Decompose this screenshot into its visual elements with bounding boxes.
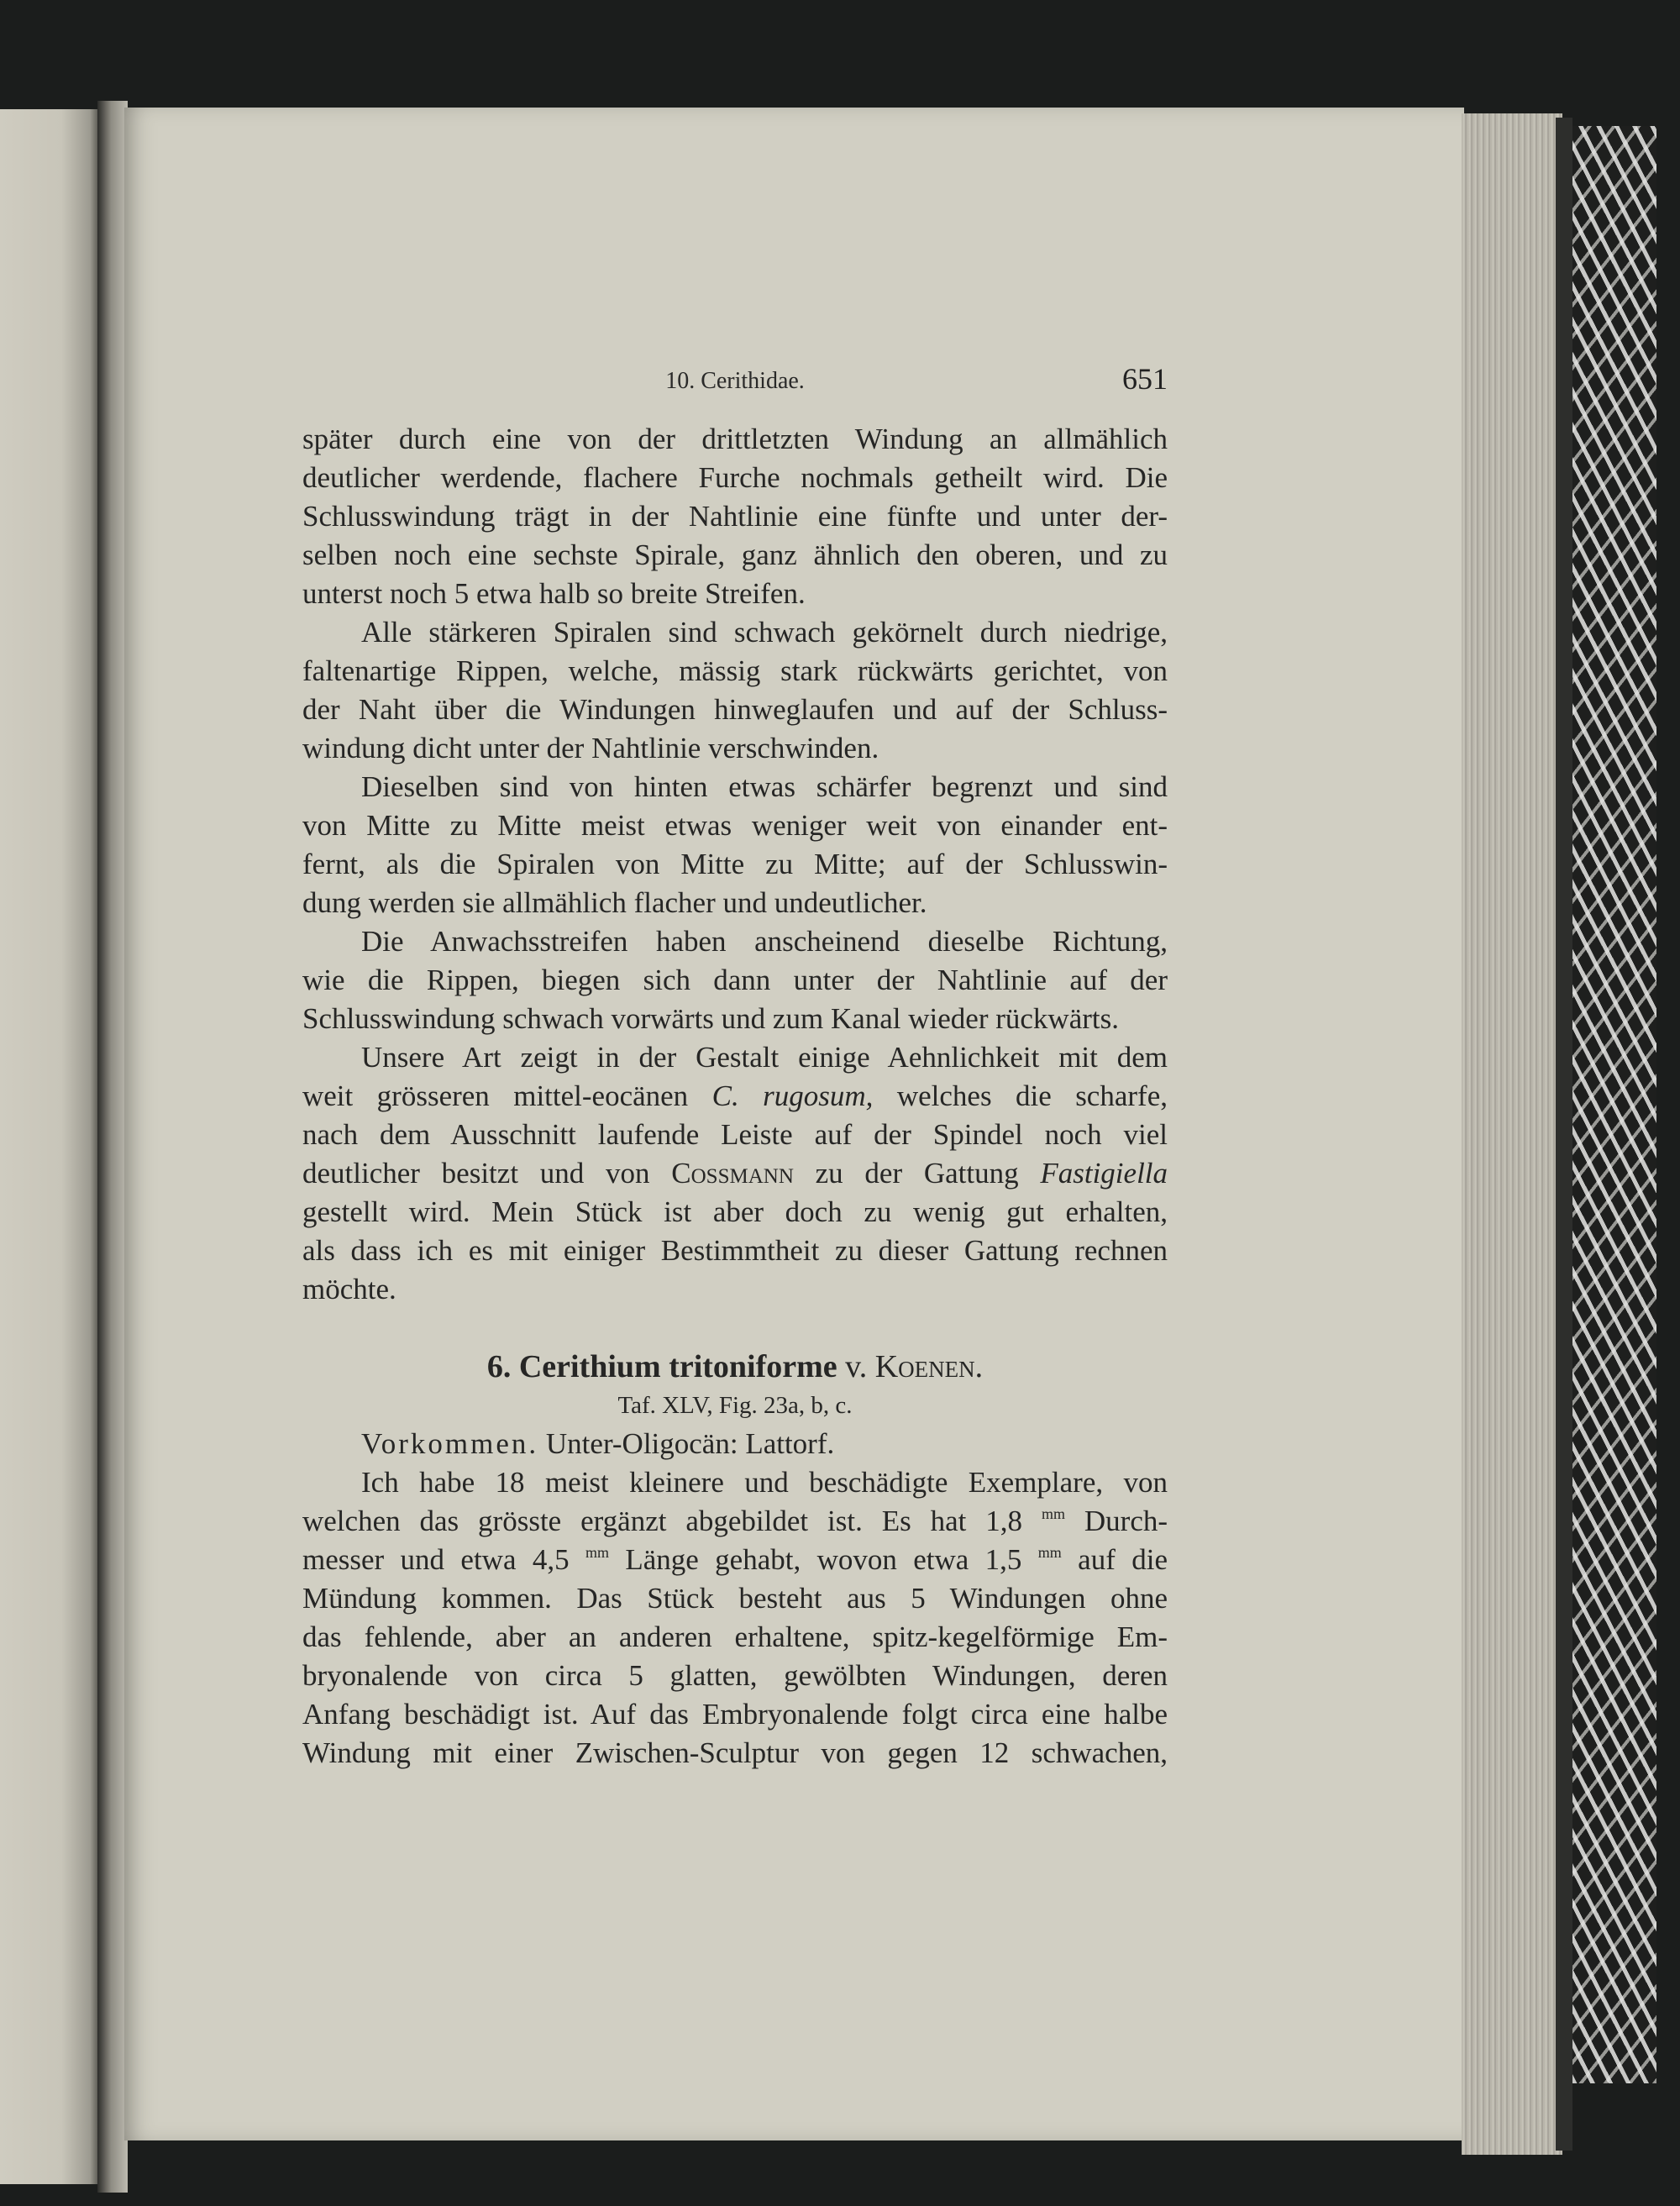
text-line: bryonalende von circa 5 glatten, gewölbten Windungen, deren <box>302 1659 1168 1692</box>
section-heading <box>302 1347 1168 1386</box>
text-line: gestellt wird. Mein Stück ist aber doch zu wenig gut erhalten, <box>302 1195 1168 1228</box>
genus-name: Fastigiella <box>1040 1157 1168 1190</box>
text-line <box>302 1502 1168 1541</box>
running-title: 10. Cerithidae. <box>665 368 805 394</box>
species-heading: Cerithium tritoniforme <box>518 1349 837 1384</box>
text-run: welches die scharfe, <box>873 1079 1168 1112</box>
author-name: Cossmann <box>671 1157 794 1190</box>
text-run: messer und etwa 4,5 <box>302 1543 585 1576</box>
text-line: Unsere Art zeigt in der Gestalt einige Aehnlichkeit mit dem <box>361 1041 1168 1074</box>
text-line: unterst noch 5 etwa halb so breite Streifen. <box>302 577 806 610</box>
text-line <box>302 1541 1168 1579</box>
unit-superscript: mm <box>1037 1544 1062 1561</box>
species-name: C. rugosum, <box>711 1079 874 1112</box>
text-line <box>302 1154 1168 1193</box>
text-line: das fehlende, aber an anderen erhaltene, spitz-kegelförmige Em- <box>302 1620 1168 1653</box>
heading-author: Koenen. <box>874 1349 984 1384</box>
occurrence-label: Vorkommen. <box>361 1427 539 1460</box>
text-line: dung werden sie allmählich flacher und undeutlicher. <box>302 886 927 919</box>
text-line: Schlusswindung trägt in der Nahtlinie eine fünfte und unter der- <box>302 500 1168 533</box>
text-line: Ich habe 18 meist kleinere und beschädigte Exemplare, von <box>361 1466 1168 1499</box>
text-line: fernt, als die Spiralen von Mitte zu Mitte; auf der Schlusswin- <box>302 848 1168 880</box>
text-line: Mündung kommen. Das Stück besteht aus 5 Windungen ohne <box>302 1582 1168 1615</box>
text-line: später durch eine von der drittletzten Windung an allmählich <box>302 423 1168 455</box>
book-gutter <box>97 101 128 2193</box>
section-number: 6. <box>486 1349 512 1384</box>
text-line: selben noch eine sechste Spirale, ganz ähnlich den oberen, und zu <box>302 538 1168 571</box>
plate-reference: Taf. XLV, Fig. 23a, b, c. <box>617 1392 853 1419</box>
cover-edge <box>1556 118 1572 2151</box>
body-text <box>302 420 1168 1773</box>
text-run: auf die <box>1061 1543 1168 1576</box>
text-line: Dieselben sind von hinten etwas schärfer begrenzt und sind <box>361 770 1168 803</box>
text-line: als dass ich es mit einiger Bestimmtheit zu dieser Gattung rechnen <box>302 1234 1168 1267</box>
occurrence-value: Unter-Oligocän: Lattorf. <box>545 1427 835 1460</box>
text-line <box>302 1077 1168 1116</box>
text-run: Länge gehabt, wovon etwa 1,5 <box>609 1543 1038 1576</box>
text-line: faltenartige Rippen, welche, mässig stark rückwärts gerichtet, von <box>302 654 1168 687</box>
text-run: zu der Gattung <box>793 1157 1041 1190</box>
marbled-cover <box>1572 126 1656 2083</box>
text-line: deutlicher werdende, flachere Furche nochmals getheilt wird. Die <box>302 461 1168 494</box>
unit-superscript: mm <box>1041 1505 1065 1522</box>
unit-superscript: mm <box>585 1544 609 1561</box>
text-run: weit grösseren mittel-eocänen <box>302 1079 712 1112</box>
author-prefix: v. <box>845 1349 868 1384</box>
text-line: Alle stärkeren Spiralen sind schwach gekörnelt durch niedrige, <box>361 616 1168 649</box>
text-line: windung dicht unter der Nahtlinie verschwinden. <box>302 732 879 764</box>
facing-page-edge <box>0 109 102 2184</box>
text-run: welchen das grösste ergänzt abgebildet ist. Es hat 1,8 <box>302 1505 1042 1537</box>
running-head <box>302 361 1168 405</box>
text-line: Anfang beschädigt ist. Auf das Embryonalende folgt circa eine halbe <box>302 1698 1168 1731</box>
text-line: von Mitte zu Mitte meist etwas weniger weit von einander ent- <box>302 809 1168 842</box>
section-gap <box>302 1309 1168 1347</box>
text-run: deutlicher besitzt und von <box>302 1157 672 1190</box>
stacked-page-edges <box>1462 113 1562 2155</box>
page-number: 651 <box>1122 362 1168 396</box>
text-line: Windung mit einer Zwischen-Sculptur von gegen 12 schwachen, <box>302 1736 1168 1769</box>
text-run: Durch- <box>1064 1505 1168 1537</box>
occurrence-line <box>302 1425 1168 1463</box>
text-line: nach dem Ausschnitt laufende Leiste auf der Spindel noch viel <box>302 1118 1168 1151</box>
text-line: wie die Rippen, biegen sich dann unter der Nahtlinie auf der <box>302 964 1168 996</box>
text-line: Die Anwachsstreifen haben anscheinend dieselbe Richtung, <box>361 925 1168 958</box>
text-line: Schlusswindung schwach vorwärts und zum Kanal wieder rückwärts. <box>302 1002 1119 1035</box>
text-line: möchte. <box>302 1273 396 1305</box>
text-line: der Naht über die Windungen hinweglaufen und auf der Schluss- <box>302 693 1168 726</box>
